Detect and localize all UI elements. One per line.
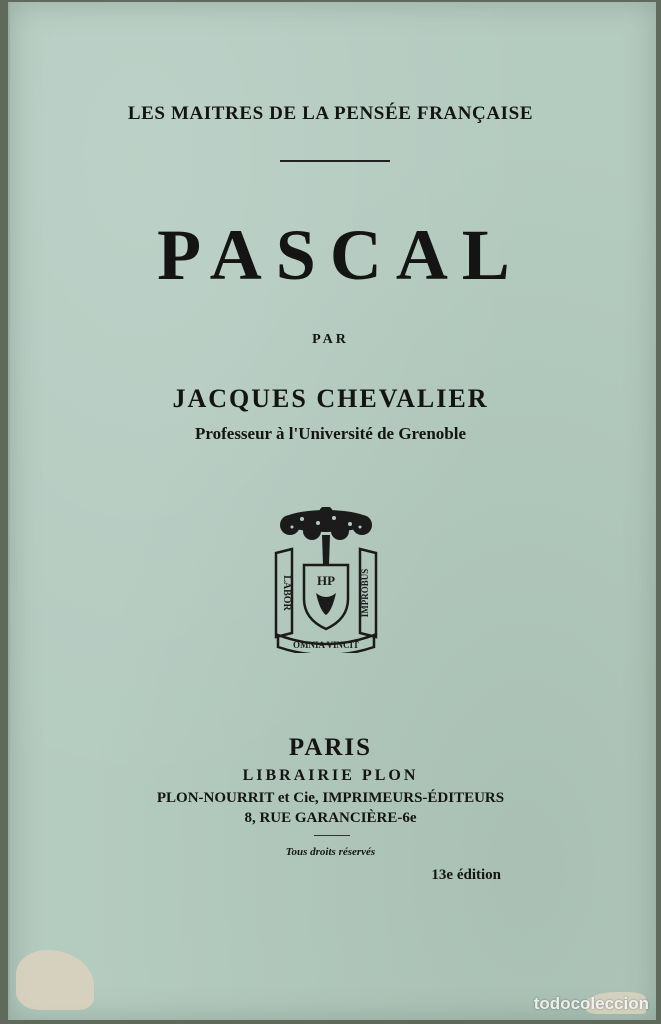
- watermark-logo: todocoleccion: [533, 994, 649, 1013]
- publisher-name: LIBRAIRIE PLON: [242, 767, 419, 784]
- worn-corner-left: [16, 950, 94, 1010]
- book-title: PASCAL: [157, 215, 524, 295]
- emblem-monogram: HP: [316, 573, 336, 588]
- publication-city: PARIS: [288, 734, 373, 761]
- emblem-motto-bottom: OMNIA VINCIT: [292, 640, 360, 650]
- author-name: JACQUES CHEVALIER: [172, 384, 489, 413]
- edition-label: 13e édition: [431, 867, 501, 883]
- printer-line: PLON-NOURRIT et Cie, IMPRIMEURS-ÉDITEURS: [156, 790, 505, 806]
- author-affiliation: Professeur à l'Université de Grenoble: [194, 424, 467, 443]
- emblem-motto-right: IMPROBUS: [360, 568, 370, 618]
- emblem-motto-left: LABOR: [281, 575, 292, 611]
- publisher-address: 8, RUE GARANCIÈRE-6e: [244, 810, 417, 826]
- small-divider: [314, 835, 350, 836]
- rights-notice: Tous droits réservés: [285, 846, 376, 858]
- publisher-emblem: [272, 507, 380, 653]
- series-title: LES MAITRES DE LA PENSÉE FRANÇAISE: [127, 103, 534, 124]
- by-label: PAR: [312, 332, 349, 347]
- divider-rule: [280, 160, 390, 162]
